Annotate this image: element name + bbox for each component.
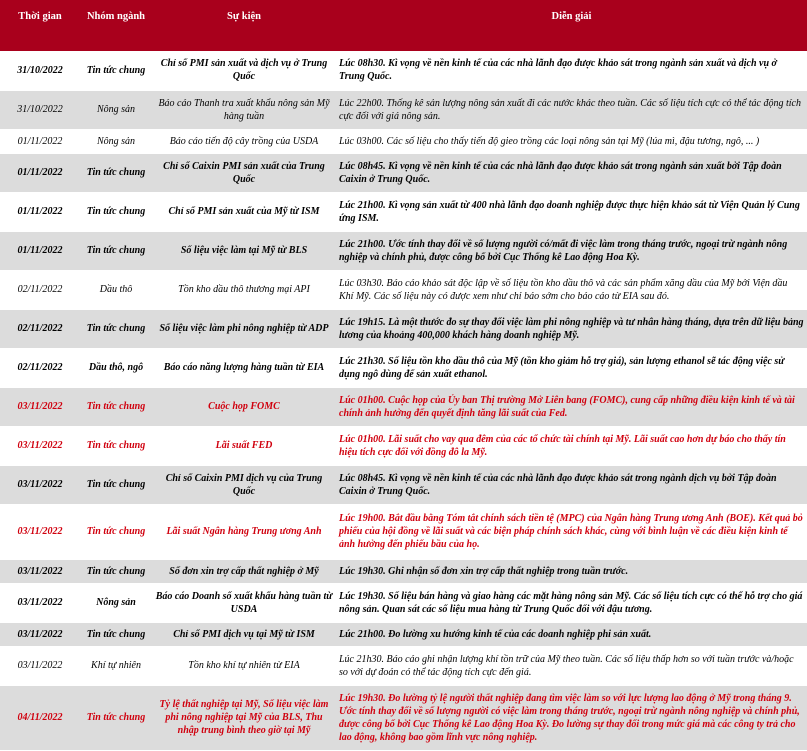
row-event: Số đơn xin trợ cấp thất nghiệp ở Mỹ bbox=[152, 559, 336, 583]
row-event: Chỉ số Caixin PMI dịch vụ của Trung Quốc bbox=[152, 465, 336, 504]
row-date: 01/11/2022 bbox=[0, 231, 80, 270]
header-time: Thời gian bbox=[0, 0, 80, 51]
row-group: Nông sản bbox=[80, 583, 152, 622]
row-group: Tin tức chung bbox=[80, 309, 152, 348]
row-description: Lúc 21h30. Báo cáo ghi nhận lượng khí tồn trữ của Mỹ theo tuần. Các số liệu thấp hơn so với tuần trước và/hoặc so với dự đoán có thể tác động tích cực đến giá. bbox=[336, 646, 807, 685]
row-description: Lúc 01h00. Lãi suất cho vay qua đêm của các tổ chức tài chính tại Mỹ. Lãi suất cao hơn dự báo cho thấy tín hiệu tích cực đối với đồng đô la Mỹ. bbox=[336, 426, 807, 465]
row-date: 03/11/2022 bbox=[0, 559, 80, 583]
row-event: Báo cáo tiến độ cây trồng của USDA bbox=[152, 129, 336, 153]
row-event: Lãi suất Ngân hàng Trung ương Anh bbox=[152, 504, 336, 559]
row-event: Báo cáo Doanh số xuất khẩu hàng tuần từ USDA bbox=[152, 583, 336, 622]
row-event: Chỉ số Caixin PMI sản xuất của Trung Quốc bbox=[152, 153, 336, 192]
row-date: 02/11/2022 bbox=[0, 309, 80, 348]
row-description: Lúc 21h00. Kì vọng sản xuất từ 400 nhà lãnh đạo doanh nghiệp được thực hiện khảo sát từ Viện Quản lý Cung ứng ISM. bbox=[336, 192, 807, 231]
row-description: Lúc 21h00. Ước tính thay đổi về số lượng người có/mất đi việc làm trong tháng trước, ngoại trừ ngành nông nghiệp và chính phủ, được công bố bởi Cục Thống kê Lao động Hoa Kỳ. bbox=[336, 231, 807, 270]
row-group: Tin tức chung bbox=[80, 153, 152, 192]
table-row bbox=[0, 622, 807, 646]
row-description: Lúc 22h00. Thống kê sản lượng nông sản xuất đi các nước khác theo tuần. Các số liệu tích cực có thể tác động tích cực đối với giá nông sản. bbox=[336, 90, 807, 129]
table-row bbox=[0, 153, 807, 192]
row-event: Chỉ số PMI dịch vụ tại Mỹ từ ISM bbox=[152, 622, 336, 646]
row-description: Lúc 21h00. Đo lường xu hướng kinh tế của các doanh nghiệp phi sản xuất. bbox=[336, 622, 807, 646]
row-date: 02/11/2022 bbox=[0, 270, 80, 309]
header-group: Nhóm ngành bbox=[80, 0, 152, 51]
header-event: Sự kiện bbox=[152, 0, 336, 51]
row-group: Tin tức chung bbox=[80, 426, 152, 465]
row-description: Lúc 03h30. Báo cáo khảo sát độc lập về số liệu tồn kho dầu thô và các sản phẩm xăng dầu của Mỹ bởi Viện dầu Khí Mỹ. Các số liệu này có được xem như chỉ báo sớm cho báo cáo từ EIA sau đó. bbox=[336, 270, 807, 309]
table-row bbox=[0, 270, 807, 309]
row-date: 31/10/2022 bbox=[0, 90, 80, 129]
row-event: Số liệu việc làm phi nông nghiệp từ ADP bbox=[152, 309, 336, 348]
row-group: Tin tức chung bbox=[80, 387, 152, 426]
table-row bbox=[0, 309, 807, 348]
table-row bbox=[0, 387, 807, 426]
row-date: 03/11/2022 bbox=[0, 387, 80, 426]
row-description: Lúc 19h00. Bắt đầu bằng Tóm tắt chính sách tiền tệ (MPC) của Ngân hàng Trung ương Anh (BOE). Kết quả bỏ phiếu của hội đồng về lãi suất và các biện pháp chính sách khác, cùng với bình luận về các điều kiện kinh tế ảnh hưởng đến phiếu bầu của họ. bbox=[336, 504, 807, 559]
row-date: 01/11/2022 bbox=[0, 129, 80, 153]
row-date: 03/11/2022 bbox=[0, 622, 80, 646]
row-group: Tin tức chung bbox=[80, 504, 152, 559]
row-event: Tỷ lệ thất nghiệp tại Mỹ, Số liệu việc làm phi nông nghiệp tại Mỹ của BLS, Thu nhập trung bình theo giờ tại Mỹ bbox=[152, 685, 336, 750]
row-event: Cuộc họp FOMC bbox=[152, 387, 336, 426]
row-group: Tin tức chung bbox=[80, 465, 152, 504]
row-date: 03/11/2022 bbox=[0, 504, 80, 559]
row-event: Chỉ số PMI sản xuất và dịch vụ ở Trung Quốc bbox=[152, 51, 336, 90]
table-row bbox=[0, 51, 807, 90]
row-group: Nông sản bbox=[80, 129, 152, 153]
header-description: Diễn giải bbox=[336, 0, 807, 51]
row-date: 01/11/2022 bbox=[0, 192, 80, 231]
row-event: Báo cáo Thanh tra xuất khẩu nông sản Mỹ hàng tuần bbox=[152, 90, 336, 129]
row-group: Nông sản bbox=[80, 90, 152, 129]
row-group: Khí tự nhiên bbox=[80, 646, 152, 685]
row-date: 03/11/2022 bbox=[0, 583, 80, 622]
table-row bbox=[0, 90, 807, 129]
row-event: Số liệu việc làm tại Mỹ từ BLS bbox=[152, 231, 336, 270]
row-event: Tồn kho khí tự nhiên từ EIA bbox=[152, 646, 336, 685]
row-group: Dầu thô, ngô bbox=[80, 348, 152, 387]
row-group: Dầu thô bbox=[80, 270, 152, 309]
table-row bbox=[0, 465, 807, 504]
table-row bbox=[0, 231, 807, 270]
table-row bbox=[0, 685, 807, 750]
row-date: 03/11/2022 bbox=[0, 426, 80, 465]
row-event: Tồn kho dầu thô thương mại API bbox=[152, 270, 336, 309]
row-group: Tin tức chung bbox=[80, 685, 152, 750]
row-group: Tin tức chung bbox=[80, 192, 152, 231]
header-row bbox=[0, 0, 807, 51]
row-description: Lúc 21h30. Số liệu tồn kho dầu thô của Mỹ (tồn kho giảm hỗ trợ giá), sản lượng ethanol sẽ tác động việc sử dụng ngô dùng để sản xuất ethanol. bbox=[336, 348, 807, 387]
table-row bbox=[0, 348, 807, 387]
row-date: 03/11/2022 bbox=[0, 465, 80, 504]
table-row bbox=[0, 192, 807, 231]
row-description: Lúc 19h30. Số liệu bán hàng và giao hàng các mặt hàng nông sản Mỹ. Các số liệu tích cực có thể hỗ trợ cho giá nông sản. Quan sát các số liệu mua hàng từ Trung Quốc đối với đậu tương. bbox=[336, 583, 807, 622]
row-event: Lãi suất FED bbox=[152, 426, 336, 465]
table-row bbox=[0, 559, 807, 583]
row-group: Tin tức chung bbox=[80, 622, 152, 646]
row-date: 31/10/2022 bbox=[0, 51, 80, 90]
row-description: Lúc 19h15. Là một thước đo sự thay đổi việc làm phi nông nghiệp và tư nhân hàng tháng, dựa trên dữ liệu bảng lương của khoảng 400,000 khách hàng doanh nghiệp Mỹ. bbox=[336, 309, 807, 348]
table-row bbox=[0, 646, 807, 685]
row-description: Lúc 19h30. Ghi nhận số đơn xin trợ cấp thất nghiệp trong tuần trước. bbox=[336, 559, 807, 583]
row-group: Tin tức chung bbox=[80, 559, 152, 583]
table-row bbox=[0, 583, 807, 622]
row-description: Lúc 08h45. Kì vọng về nền kinh tế của các nhà lãnh đạo được khảo sát trong ngành dịch vụ bởi Tập đoàn Caixin ở Trung Quốc. bbox=[336, 465, 807, 504]
row-description: Lúc 01h00. Cuộc họp của Ủy ban Thị trường Mở Liên bang (FOMC), cung cấp những điều kiện kinh tế và tài chính ảnh hưởng đến quyết định tăng lãi suất của Fed. bbox=[336, 387, 807, 426]
row-date: 04/11/2022 bbox=[0, 685, 80, 750]
row-description: Lúc 03h00. Các số liệu cho thấy tiến độ gieo trồng các loại nông sản tại Mỹ (lúa mì, đậu tương, ngô, ... ) bbox=[336, 129, 807, 153]
row-date: 01/11/2022 bbox=[0, 153, 80, 192]
row-group: Tin tức chung bbox=[80, 51, 152, 90]
table-row bbox=[0, 129, 807, 153]
row-date: 02/11/2022 bbox=[0, 348, 80, 387]
row-description: Lúc 08h45. Kì vọng về nền kinh tế của các nhà lãnh đạo được khảo sát trong ngành sản xuất bởi Tập đoàn Caixin ở Trung Quốc. bbox=[336, 153, 807, 192]
row-group: Tin tức chung bbox=[80, 231, 152, 270]
table-row bbox=[0, 426, 807, 465]
row-date: 03/11/2022 bbox=[0, 646, 80, 685]
row-description: Lúc 19h30. Đo lường tỷ lệ người thất nghiệp đang tìm việc làm so với lực lượng lao động ở Mỹ trong tháng 9. Ước tính thay đổi về số lượng người có việc làm trong tháng trước, ngoại trừ ngành nông nghiệp và chính phủ, được công bố bởi Cục Thống kê Lao động Hoa Kỳ. Đo lường sự thay đổi trong mức giá mà các công ty trả cho lao động, không bao gồm lĩnh vực nông nghiệp. bbox=[336, 685, 807, 750]
row-event: Báo cáo năng lượng hàng tuần từ EIA bbox=[152, 348, 336, 387]
row-description: Lúc 08h30. Kì vọng về nền kinh tế của các nhà lãnh đạo được khảo sát trong ngành sản xuất và dịch vụ ở Trung Quốc. bbox=[336, 51, 807, 90]
row-event: Chỉ số PMI sản xuất của Mỹ từ ISM bbox=[152, 192, 336, 231]
table-row bbox=[0, 504, 807, 559]
